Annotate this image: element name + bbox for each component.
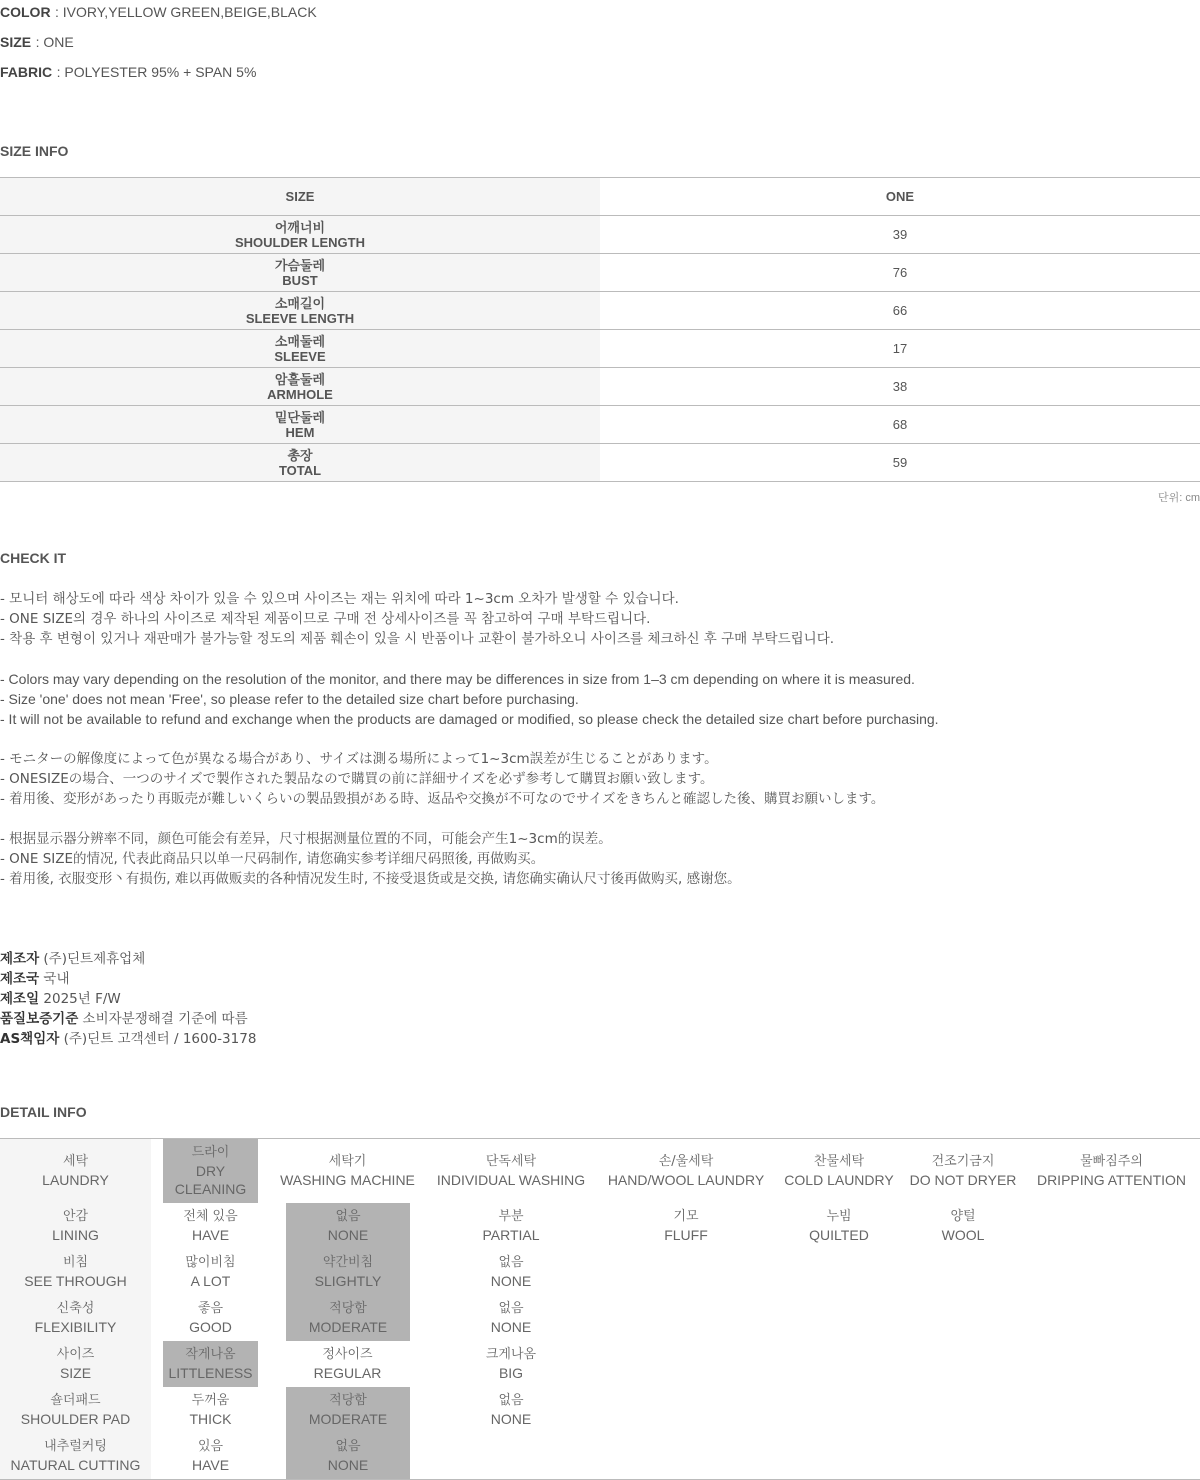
size-row <box>0 216 1200 254</box>
detail-option-en: NONE <box>490 1411 532 1427</box>
detail-option <box>286 1295 410 1341</box>
size-row-value: 17 <box>892 341 908 356</box>
detail-option-en: MODERATE <box>308 1319 388 1335</box>
maker-info-label: AS책임자 <box>0 1031 60 1047</box>
detail-option-ko: 찬물세탁 <box>813 1154 865 1169</box>
spec-label: COLOR <box>0 4 51 20</box>
spec-value: : ONE <box>35 34 74 50</box>
detail-option-ko: 많이비침 <box>185 1255 236 1270</box>
detail-label-ko: 내추럴커팅 <box>44 1439 107 1454</box>
maker-info-line <box>0 969 256 989</box>
check-it-line: - 착용 후 변형이 있거나 재판매가 불가능할 정도의 제품 훼손이 있을 시 반품이나 교환이 불가하오니 사이즈를 체크하신 후 구매 부탁드립니다. <box>0 631 835 647</box>
detail-option <box>151 1295 270 1341</box>
detail-label-en: FLEXIBILITY <box>34 1319 117 1335</box>
size-row <box>0 292 1200 330</box>
size-label-ko: 소매둘레 <box>274 333 326 349</box>
detail-label-ko: 비침 <box>62 1255 89 1270</box>
detail-label-ko: 사이즈 <box>56 1347 95 1362</box>
detail-option-en: MODERATE <box>308 1411 388 1427</box>
check-it-line: - Size 'one' does not mean 'Free', so please refer to the detailed size chart before purchasing. <box>0 691 579 707</box>
detail-label-en: LINING <box>52 1227 99 1243</box>
check-it-group <box>0 589 939 649</box>
size-row-label <box>0 216 600 253</box>
size-row <box>0 330 1200 368</box>
maker-info-label: 제조국 <box>0 971 40 987</box>
detail-row-label <box>0 1203 151 1249</box>
detail-label-en: NATURAL CUTTING <box>10 1457 141 1473</box>
detail-option <box>286 1249 410 1295</box>
detail-option <box>903 1203 1023 1249</box>
size-label-ko: 어깨너비 <box>274 219 326 235</box>
size-row-value: 59 <box>892 455 908 470</box>
check-it-line: - 모니터 해상도에 따라 색상 차이가 있을 수 있으며 사이즈는 재는 위치에 따라 1~3cm 오차가 발생할 수 있습니다. <box>0 591 679 607</box>
size-label-ko: 밑단둘레 <box>274 409 326 425</box>
maker-info-line <box>0 1009 256 1029</box>
detail-option-ko: 건조기금지 <box>931 1154 995 1169</box>
detail-option <box>151 1387 270 1433</box>
spec-color <box>0 4 317 21</box>
detail-option-en: REGULAR <box>313 1365 382 1381</box>
detail-option <box>425 1295 597 1341</box>
detail-option-en: WOOL <box>941 1227 985 1243</box>
detail-row-label <box>0 1295 151 1341</box>
detail-option <box>597 1203 775 1249</box>
check-it-group <box>0 829 939 889</box>
size-row-label <box>0 444 600 481</box>
detail-option-ko: 없음 <box>498 1301 524 1316</box>
detail-option-en: HAND/WOOL LAUNDRY <box>607 1172 765 1188</box>
detail-option-en: DO NOT DRYER <box>909 1172 1017 1188</box>
detail-option <box>425 1387 597 1433</box>
detail-label-ko: 숄더패드 <box>50 1393 101 1408</box>
maker-info-line <box>0 949 256 969</box>
detail-label-en: SIZE <box>59 1365 92 1381</box>
size-row-label <box>0 292 600 329</box>
maker-info-value: (주)딘트 고객센터 / 1600-3178 <box>59 1031 257 1047</box>
check-it-line: - 着用後、変形があったり再販売が難しいくらいの製品毀損がある時、返品や交換が不可なのでサイズをきちんと確認した後、購買お願いします。 <box>0 791 885 807</box>
detail-option <box>270 1139 425 1203</box>
detail-option <box>270 1341 425 1387</box>
size-row-label <box>0 254 600 291</box>
size-label-en: SLEEVE <box>274 348 326 364</box>
size-info-title: SIZE INFO <box>0 143 69 159</box>
detail-option-ko: 단독세탁 <box>485 1154 537 1169</box>
size-row <box>0 254 1200 292</box>
detail-option <box>425 1341 597 1387</box>
detail-option <box>425 1249 597 1295</box>
spec-fabric <box>0 64 256 81</box>
size-label-en: TOTAL <box>278 462 322 478</box>
detail-option <box>597 1139 775 1203</box>
size-header-value: ONE <box>885 189 915 204</box>
detail-info-title: DETAIL INFO <box>0 1104 87 1120</box>
size-row-value: 66 <box>892 303 908 318</box>
unit-note: 단위: cm <box>1157 492 1200 504</box>
size-row-value: 76 <box>892 265 908 280</box>
size-label-en: SLEEVE LENGTH <box>245 310 355 326</box>
detail-label-ko: 안감 <box>62 1209 89 1224</box>
check-it-line: - ONE SIZE의 경우 하나의 사이즈로 제작된 제품이므로 구매 전 상세사이즈를 꼭 참고하여 구매 부탁드립니다. <box>0 611 651 627</box>
detail-option-ko: 기모 <box>673 1209 699 1224</box>
detail-label-en: SHOULDER PAD <box>20 1411 131 1427</box>
size-label-en: ARMHOLE <box>267 386 333 402</box>
detail-option-ko: 없음 <box>498 1255 524 1270</box>
detail-option <box>151 1433 270 1479</box>
detail-option-ko: 적당함 <box>329 1393 367 1408</box>
detail-option-ko: 약간비침 <box>322 1255 374 1270</box>
detail-option-en: DRIPPING ATTENTION <box>1036 1172 1187 1188</box>
detail-option-en: FLUFF <box>664 1227 708 1243</box>
detail-option-ko: 전체 있음 <box>183 1209 238 1224</box>
detail-option-ko: 물빠짐주의 <box>1080 1154 1143 1169</box>
detail-option-en: NONE <box>327 1457 369 1473</box>
check-it-line: - It will not be available to refund and exchange when the products are damaged or modified, so please check the detailed size chart before purchasing. <box>0 711 939 727</box>
maker-info-label: 제조일 <box>0 991 40 1007</box>
detail-option-en: THICK <box>189 1411 232 1427</box>
detail-option-ko: 없음 <box>335 1209 361 1224</box>
check-it-line: - モニターの解像度によって色が異なる場合があり、サイズは測る場所によって1~3cm誤差が生じることがあります。 <box>0 751 718 767</box>
detail-option-en: CLEANING <box>174 1181 247 1197</box>
detail-option-en: HAVE <box>191 1227 230 1243</box>
check-it-line: - ONE SIZE的情况, 代表此商品只以单一尺码制作, 请您确实参考详细尺码照後, 再做购买。 <box>0 851 545 867</box>
maker-info-line <box>0 989 256 1009</box>
detail-label-ko: 세탁 <box>62 1154 89 1169</box>
maker-info <box>0 949 256 1049</box>
detail-option-ko: 작게나옴 <box>185 1347 236 1362</box>
detail-option-en: BIG <box>498 1365 524 1381</box>
detail-option-en: QUILTED <box>809 1227 869 1243</box>
size-table <box>0 177 1200 482</box>
detail-option-en: HAVE <box>191 1457 230 1473</box>
detail-option-en: GOOD <box>189 1319 232 1335</box>
check-it-line: - 根据显示器分辨率不同，颜色可能会有差异，尺寸根据测量位置的不同，可能会产生1~3cm的误差。 <box>0 831 612 847</box>
detail-option-ko: 부분 <box>498 1209 524 1224</box>
maker-info-value: 2025년 F/W <box>39 991 121 1007</box>
detail-option-en: LITTLENESS <box>168 1365 253 1381</box>
spec-value: : IVORY,YELLOW GREEN,BEIGE,BLACK <box>55 4 317 20</box>
detail-option <box>163 1341 258 1387</box>
size-label-ko: 총장 <box>287 447 313 463</box>
maker-info-value: 소비자분쟁해결 기준에 따름 <box>78 1011 248 1027</box>
detail-option <box>903 1139 1023 1203</box>
size-row-label <box>0 406 600 443</box>
detail-option <box>775 1139 903 1203</box>
detail-option <box>1023 1139 1200 1203</box>
size-row <box>0 368 1200 406</box>
spec-size <box>0 34 74 51</box>
detail-option-ko: 누빔 <box>826 1209 852 1224</box>
size-label-ko: 암홀둘레 <box>274 371 326 387</box>
size-row-value: 39 <box>892 227 908 242</box>
detail-option-ko: 없음 <box>335 1439 361 1454</box>
check-it-block <box>0 589 939 909</box>
detail-option <box>163 1139 258 1203</box>
check-it-title: CHECK IT <box>0 550 67 566</box>
detail-option-ko: 드라이 <box>191 1145 230 1160</box>
detail-row-label <box>0 1139 151 1203</box>
detail-option-ko: 세탁기 <box>328 1154 367 1169</box>
check-it-line: - ONESIZEの場合、一つのサイズで製作された製品なので購買の前に詳細サイズを必ず参考して購買お願い致します。 <box>0 771 714 787</box>
check-it-line: - 着用後, 衣服变形丶有损伤, 难以再做贩卖的各种情况发生时, 不接受退货或是交换, 请您确实确认尺寸後再做购买, 感谢您。 <box>0 871 741 887</box>
detail-option-en: SLIGHTLY <box>314 1273 382 1289</box>
size-label-en: SHOULDER LENGTH <box>235 234 365 250</box>
detail-option-en: PARTIAL <box>482 1227 540 1243</box>
check-it-group <box>0 749 939 809</box>
detail-option-en: DRY <box>195 1163 226 1179</box>
detail-option-ko: 크게나옴 <box>485 1347 537 1362</box>
detail-option <box>151 1249 270 1295</box>
detail-row-label <box>0 1433 151 1479</box>
maker-info-line <box>0 1029 256 1049</box>
detail-row-label <box>0 1387 151 1433</box>
detail-option-ko: 좋음 <box>197 1301 224 1316</box>
detail-option-ko: 있음 <box>197 1439 224 1454</box>
check-it-line: - Colors may vary depending on the resolution of the monitor, and there may be differences in size from 1–3 cm depending on where it is measured. <box>0 671 915 687</box>
detail-info-grid <box>0 1138 1200 1480</box>
detail-option <box>151 1203 270 1249</box>
spec-value: : POLYESTER 95% + SPAN 5% <box>56 64 257 80</box>
detail-row-label <box>0 1249 151 1295</box>
detail-option-en: NONE <box>490 1273 532 1289</box>
size-row-value: 68 <box>892 417 908 432</box>
detail-option-ko: 손/울세탁 <box>658 1154 714 1169</box>
detail-option-ko: 정사이즈 <box>322 1347 373 1362</box>
size-table-header <box>0 178 1200 216</box>
detail-option-ko: 없음 <box>498 1393 524 1408</box>
size-label-en: HEM <box>285 424 315 440</box>
size-row-value: 38 <box>892 379 908 394</box>
maker-info-value: (주)딘트제휴업체 <box>39 951 146 967</box>
maker-info-label: 품질보증기준 <box>0 1011 79 1027</box>
detail-option <box>286 1433 410 1479</box>
size-row-label <box>0 368 600 405</box>
detail-option-en: WASHING MACHINE <box>280 1172 415 1188</box>
size-row <box>0 444 1200 482</box>
detail-option <box>425 1139 597 1203</box>
detail-option-en: NONE <box>327 1227 369 1243</box>
detail-option-en: COLD LAUNDRY <box>784 1172 894 1188</box>
detail-option-en: NONE <box>490 1319 532 1335</box>
detail-option-ko: 양털 <box>950 1209 976 1224</box>
detail-option-en: INDIVIDUAL WASHING <box>436 1172 586 1188</box>
spec-label: SIZE <box>0 34 32 50</box>
size-row-label <box>0 330 600 367</box>
size-label-ko: 소매길이 <box>274 295 326 311</box>
detail-option <box>775 1203 903 1249</box>
detail-label-en: LAUNDRY <box>42 1172 109 1188</box>
size-header-label: SIZE <box>0 178 600 215</box>
size-row <box>0 406 1200 444</box>
detail-option-ko: 두꺼움 <box>191 1393 230 1408</box>
detail-row-label <box>0 1341 151 1387</box>
detail-label-ko: 신축성 <box>56 1301 95 1316</box>
detail-option-ko: 적당함 <box>329 1301 367 1316</box>
check-it-group <box>0 669 939 729</box>
maker-info-value: 국내 <box>39 971 70 987</box>
detail-option <box>286 1387 410 1433</box>
detail-option-en: A LOT <box>190 1273 231 1289</box>
size-label-ko: 가슴둘레 <box>274 257 326 273</box>
spec-label: FABRIC <box>0 64 53 80</box>
maker-info-label: 제조자 <box>0 951 40 967</box>
detail-label-en: SEE THROUGH <box>24 1273 127 1289</box>
detail-option <box>286 1203 410 1249</box>
detail-option <box>425 1203 597 1249</box>
size-label-en: BUST <box>282 272 318 288</box>
